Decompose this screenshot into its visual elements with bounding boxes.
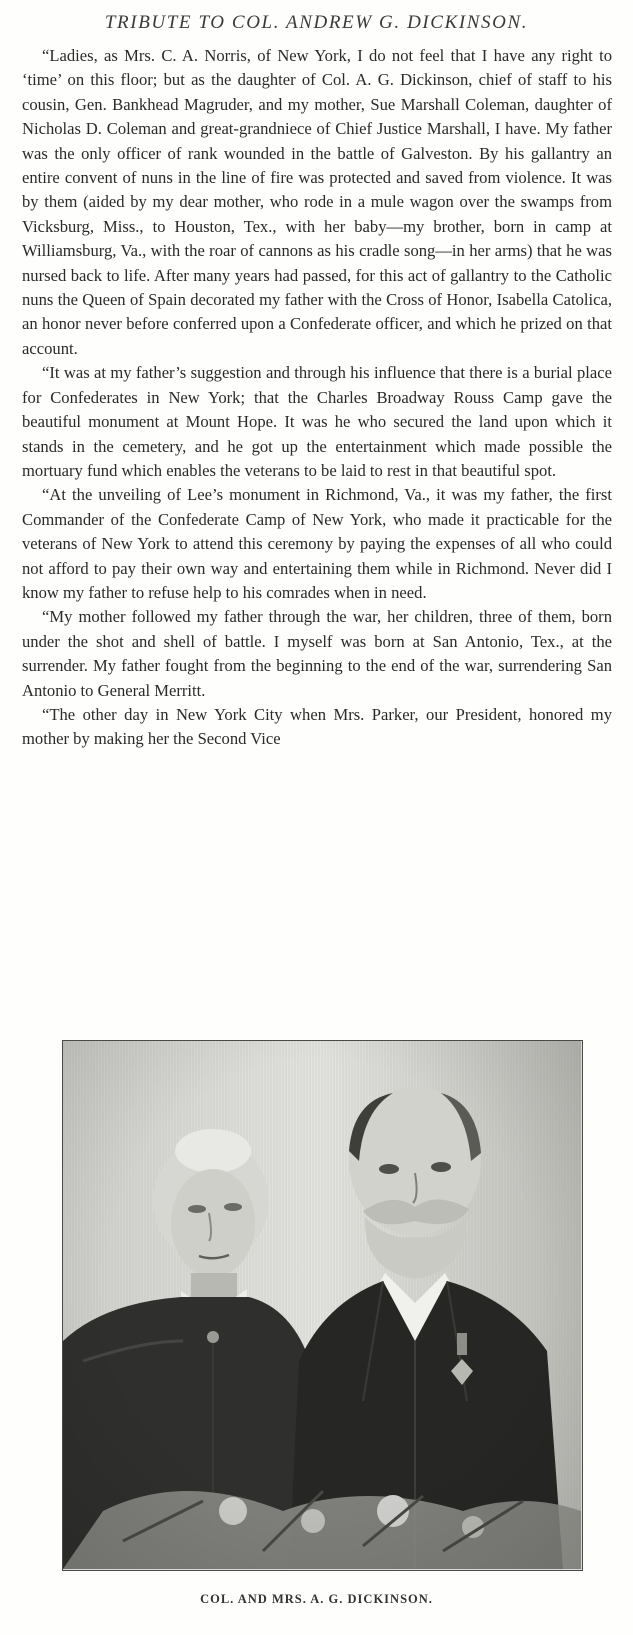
portrait-photograph [62, 1040, 583, 1571]
page-title: TRIBUTE TO COL. ANDREW G. DICKINSON. [104, 12, 529, 33]
paragraph-2: “It was at my father’s suggestion and through his influence that there is a burial place for Confederates in New York; that the Charles Broadway Rouss Camp gave the beautiful monument at Mount Hope. It was he who secured the land upon which it stands in the cemetery, and he got up the entertainment which made possible the mortuary fund which enables the veterans to be laid to rest in that beautiful spot. [22, 363, 612, 480]
paragraph-4: “My mother followed my father through the war, her children, three of them, born under the shot and shell of battle. I myself was born at San Antonio, Tex., at the surrender. My father fought from the beginning to the end of the war, surrendering San Antonio to General Merritt. [22, 607, 612, 700]
paragraph-3: “At the unveiling of Lee’s monument in Richmond, Va., it was my father, the first Commander of the Confederate Camp of New York, who made it practicable for the veterans of New York to attend this ceremony by paying the expenses of all who could not afford to pay their own way and entertaining them while in Richmond. Never did I know my father to refuse help to his comrades when in need. [22, 485, 612, 602]
portrait-illustration [63, 1041, 581, 1569]
article-body [22, 44, 612, 752]
figure-caption: COL. AND MRS. A. G. DICKINSON. [200, 1592, 433, 1606]
paragraph-5: “The other day in New York City when Mrs. Parker, our President, honored my mother by making her the Second Vice [22, 704, 612, 749]
paragraph-1: “Ladies, as Mrs. C. A. Norris, of New York, I do not feel that I have any right to ‘time’ on this floor; but as the daughter of Col. A. G. Dickinson, chief of staff to his cousin, Gen. Bankhead Magruder, and my mother, Sue Marshall Coleman, daughter of Nicholas D. Coleman and great-grandniece of Chief Justice Marshall, I have. My father was the only officer of rank wounded in the battle of Galveston. By his gallantry an entire convent of nuns in the line of fire was protected and saved from violence. It was by them (aided by my dear mother, who rode in a mule wagon over the swamps from Vicksburg, Miss., to Houston, Tex., with her baby—my brother, born in camp at Williamsburg, Va., with the roar of cannons as his cradle song—in her arms) that he was nursed back to life. After many years had passed, for this act of gallantry to the Catholic nuns the Queen of Spain decorated my father with the Cross of Honor, Isabella Catolica, an honor never before conferred upon a Confederate officer, and which he prized on that account. [22, 46, 612, 358]
